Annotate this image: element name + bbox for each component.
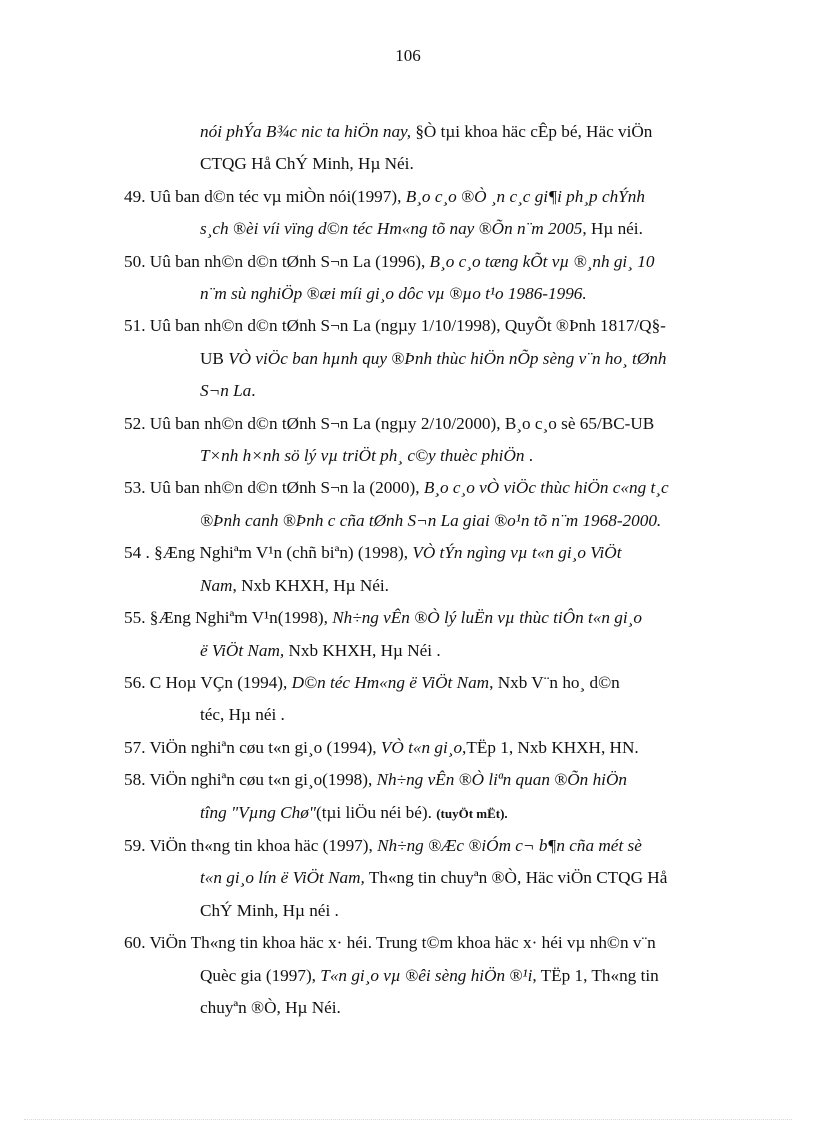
reference-55 bbox=[124, 602, 740, 667]
ref-text: Uû ban nh©n d©n tØnh S¬n La (ngµy 2/10/2000), B¸o c¸o sè 65/BC-UB bbox=[145, 413, 655, 433]
ref-text: §Æng Nghiªm V¹n(1998), bbox=[145, 608, 333, 628]
ref-number: 59. bbox=[124, 835, 146, 855]
reference-list bbox=[124, 116, 740, 1024]
ref-text: , TËp 1, Th«ng tin bbox=[532, 965, 659, 985]
ref-line bbox=[124, 830, 740, 862]
ref-text: ChÝ Minh, Hµ néi . bbox=[200, 900, 339, 920]
ref-line bbox=[124, 732, 740, 764]
ref-number: 50. bbox=[124, 251, 146, 271]
ref-line bbox=[124, 667, 740, 699]
ref-text: Nxb KHXH, Hµ Néi . bbox=[284, 640, 441, 660]
ref-line bbox=[124, 895, 740, 927]
ref-title: Nh÷ng ®Æc ®iÓm c¬ b¶n cña mét sè bbox=[377, 835, 642, 855]
ref-title: t«n gi¸o lín ë ViÖt Nam, bbox=[200, 868, 365, 888]
ref-line bbox=[124, 213, 740, 245]
reference-continuation bbox=[124, 116, 740, 181]
ref-text: ViÖn Th«ng tin khoa häc x· héi. Trung t©m khoa häc x· héi vµ nh©n v¨n bbox=[145, 933, 656, 953]
reference-54 bbox=[124, 537, 740, 602]
reference-52 bbox=[124, 408, 740, 473]
ref-number: 56. bbox=[124, 672, 146, 692]
ref-text: §Æng Nghiªm V¹n (chñ biªn) (1998), bbox=[149, 543, 413, 563]
ref-line bbox=[124, 537, 740, 569]
ref-text: Uû ban nh©n d©n tØnh S¬n la (2000), bbox=[145, 478, 424, 498]
ref-text: Uû ban d©n téc vµ miÒn nói(1997), bbox=[145, 186, 406, 206]
ref-title: Nh÷ng vÊn ®Ò lý luËn vµ thùc tiÔn t«n gi¸o bbox=[332, 608, 642, 628]
ref-title: D©n téc Hm«ng ë ViÖt Nam bbox=[291, 672, 490, 692]
ref-italic-text: nói phÝa B¾c nic ta hiÖn nay, bbox=[200, 122, 412, 141]
ref-text: ViÖn nghiªn cøu t«n gi¸o(1998), bbox=[145, 770, 377, 790]
ref-line bbox=[124, 246, 740, 278]
ref-title: tîng "Vµng Chø" bbox=[200, 802, 317, 822]
ref-text: C Hoµ VÇn (1994), bbox=[145, 672, 292, 692]
ref-text: ,TËp 1, Nxb KHXH, HN. bbox=[462, 737, 639, 757]
reference-49 bbox=[124, 181, 740, 246]
ref-text: CTQG Hå ChÝ Minh, Hµ Néi. bbox=[200, 154, 414, 174]
ref-text: Uû ban nh©n d©n tØnh S¬n La (ngµy 1/10/1998), QuyÕt ®Þnh 1817/Q§- bbox=[145, 316, 666, 336]
ref-text: Uû ban nh©n d©n tØnh S¬n La (1996), bbox=[145, 251, 430, 271]
ref-title: B¸o c¸o ®Ò ¸n c¸c gi¶i ph¸p chÝnh bbox=[405, 186, 645, 206]
ref-text: , Nxb KHXH, Hµ Néi. bbox=[232, 575, 389, 595]
ref-line bbox=[124, 375, 740, 407]
reference-58 bbox=[124, 764, 740, 830]
ref-number: 52. bbox=[124, 413, 146, 433]
ref-number: 53. bbox=[124, 478, 146, 498]
ref-text: , Nxb V¨n ho¸ d©n bbox=[489, 672, 620, 692]
ref-line bbox=[124, 862, 740, 894]
ref-text: ViÖn th«ng tin khoa häc (1997), bbox=[145, 835, 378, 855]
reference-57 bbox=[124, 732, 740, 764]
ref-line bbox=[124, 992, 740, 1024]
ref-line bbox=[124, 570, 740, 602]
ref-line bbox=[124, 699, 740, 731]
ref-line bbox=[124, 635, 740, 667]
ref-line bbox=[124, 764, 740, 796]
ref-text: §Ò tµi khoa häc cÊp bé, Häc viÖn bbox=[411, 122, 653, 141]
ref-title: T«n gi¸o vµ ®êi sèng hiÖn ®¹i bbox=[320, 965, 533, 985]
ref-text: UB bbox=[200, 348, 229, 368]
ref-title: VÒ tÝn ngìng vµ t«n gi¸o ViÖt bbox=[412, 543, 622, 563]
ref-title: s¸ch ®èi víi vïng d©n téc Hm«ng tõ nay ®Õn n¨m 2005 bbox=[200, 219, 583, 239]
ref-number: 54 . bbox=[124, 543, 150, 563]
ref-line bbox=[124, 602, 740, 634]
ref-title: ®Þnh canh ®Þnh c cña tØnh S¬n La giai ®o¹n tõ n¨m 1968-2000. bbox=[200, 510, 662, 530]
reference-59 bbox=[124, 830, 740, 927]
ref-title: B¸o c¸o vÒ viÖc thùc hiÖn c«ng t¸c bbox=[423, 478, 669, 498]
reference-50 bbox=[124, 246, 740, 311]
ref-title: T×nh h×nh sö lý vµ triÖt ph¸ c©y thuèc phiÖn bbox=[200, 446, 525, 466]
reference-53 bbox=[124, 472, 740, 537]
ref-text: (tµi liÖu néi bé). bbox=[316, 802, 437, 822]
ref-line bbox=[124, 960, 740, 992]
ref-line bbox=[124, 408, 740, 440]
ref-number: 58. bbox=[124, 770, 146, 790]
page-bottom-divider bbox=[24, 1119, 792, 1120]
ref-line bbox=[124, 797, 740, 830]
ref-line bbox=[124, 472, 740, 504]
ref-line bbox=[124, 181, 740, 213]
ref-number: 51. bbox=[124, 316, 146, 336]
reference-51 bbox=[124, 310, 740, 407]
reference-56 bbox=[124, 667, 740, 732]
ref-line bbox=[124, 278, 740, 310]
ref-text: téc, Hµ néi . bbox=[200, 705, 285, 725]
ref-title: VÒ t«n gi¸o bbox=[380, 737, 463, 757]
ref-title: Nh÷ng vÊn ®Ò liªn quan ®Õn hiÖn bbox=[376, 770, 627, 790]
ref-text: . bbox=[251, 381, 256, 401]
ref-text: Th«ng tin chuyªn ®Ò, Häc viÖn CTQG Hå bbox=[364, 868, 668, 888]
ref-line bbox=[124, 310, 740, 342]
ref-title: S¬n La bbox=[200, 381, 252, 401]
ref-title: n¨m sù nghiÖp ®æi míi gi¸o dôc vµ ®µo t¹o 1986-1996. bbox=[200, 284, 587, 304]
ref-line bbox=[124, 505, 740, 537]
ref-line bbox=[124, 343, 740, 375]
ref-number: 57. bbox=[124, 737, 146, 757]
ref-text: , Hµ néi. bbox=[582, 219, 643, 239]
ref-line bbox=[124, 440, 740, 472]
ref-text: chuyªn ®Ò, Hµ Néi. bbox=[200, 997, 341, 1017]
ref-number: 49. bbox=[124, 186, 146, 206]
ref-number: 60. bbox=[124, 933, 146, 953]
ref-text: Quèc gia (1997), bbox=[200, 965, 321, 985]
ref-title: Nam bbox=[200, 575, 233, 595]
ref-line bbox=[124, 927, 740, 959]
ref-line bbox=[124, 148, 740, 180]
page-number: 106 bbox=[395, 46, 421, 65]
ref-note: (tuyÖt mËt). bbox=[436, 805, 508, 821]
ref-text: ViÖn nghiªn cøu t«n gi¸o (1994), bbox=[145, 737, 381, 757]
ref-text: . bbox=[524, 446, 534, 466]
ref-title: B¸o c¸o tæng kÕt vµ ®¸nh gi¸ 10 bbox=[429, 251, 655, 271]
ref-number: 55. bbox=[124, 608, 146, 628]
ref-title: VÒ viÖc ban hµnh quy ®Þnh thùc hiÖn nÕp sèng v¨n ho¸ tØnh bbox=[228, 348, 667, 368]
ref-title: ë ViÖt Nam, bbox=[200, 640, 285, 660]
ref-line bbox=[124, 116, 740, 148]
reference-60 bbox=[124, 927, 740, 1024]
